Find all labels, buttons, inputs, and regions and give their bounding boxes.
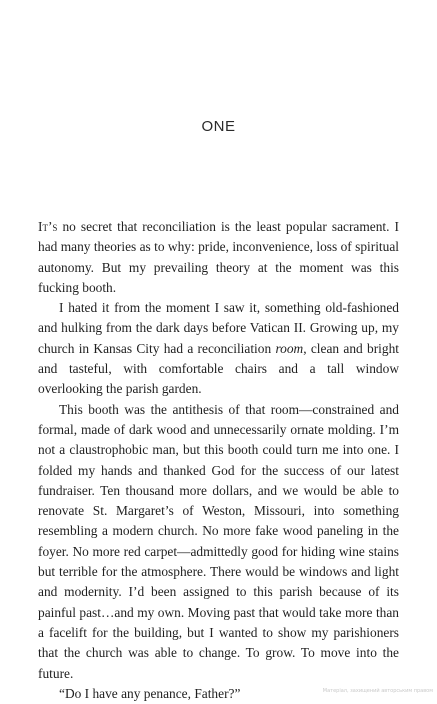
paragraph-1-lead: It’s	[38, 219, 58, 234]
paragraph-4: “Do I have any penance, Father?”	[59, 685, 241, 701]
paragraph-1-text: no secret that reconciliation is the least popular sacrament. I had many theories as to why: pride, inconvenience, loss of spiritual autonomy. But my prevailing theory at the moment was this fucking booth.	[38, 219, 399, 295]
paragraph-2-italic: room	[275, 340, 304, 356]
paragraph-2	[38, 298, 399, 399]
paragraph-2-text-a: I hated it from the moment I saw it, something old-fashioned and hulking from the dark days before Vatican II. Growing up, my church in Kansas City had a reconciliation	[38, 300, 399, 356]
paragraph-3: This booth was the antithesis of that room—constrained and formal, made of dark wood and unnecessarily ornate molding. I’m not a claustrophobic man, but this booth could turn me into one. I folded my hands and thanked God for the success of our latest fundraiser. Ten thousand more dollars, and we would be able to renovate St. Margaret’s of Weston, Missouri, into something resembling a modern church. No more fake wood paneling in the foyer. No more red carpet—admittedly good for hiding wine stains but terrible for the atmosphere. There would be windows and light and modernity. I’d been assigned to this parish because of its painful past…and my own. Moving past that would take more than a facelift for the building, but I wanted to show my parishioners that the church was able to change. To grow. To move into the future.	[38, 401, 399, 681]
copyright-watermark: Матеріал, захищений авторським правом	[322, 688, 433, 694]
paragraph-1	[38, 217, 399, 298]
paragraph-2-text-b: , clean and bright and tasteful, with comfortable chairs and a tall window overlooking the parish garden.	[38, 340, 399, 397]
chapter-title: ONE	[201, 118, 236, 135]
chapter-body	[38, 217, 399, 704]
